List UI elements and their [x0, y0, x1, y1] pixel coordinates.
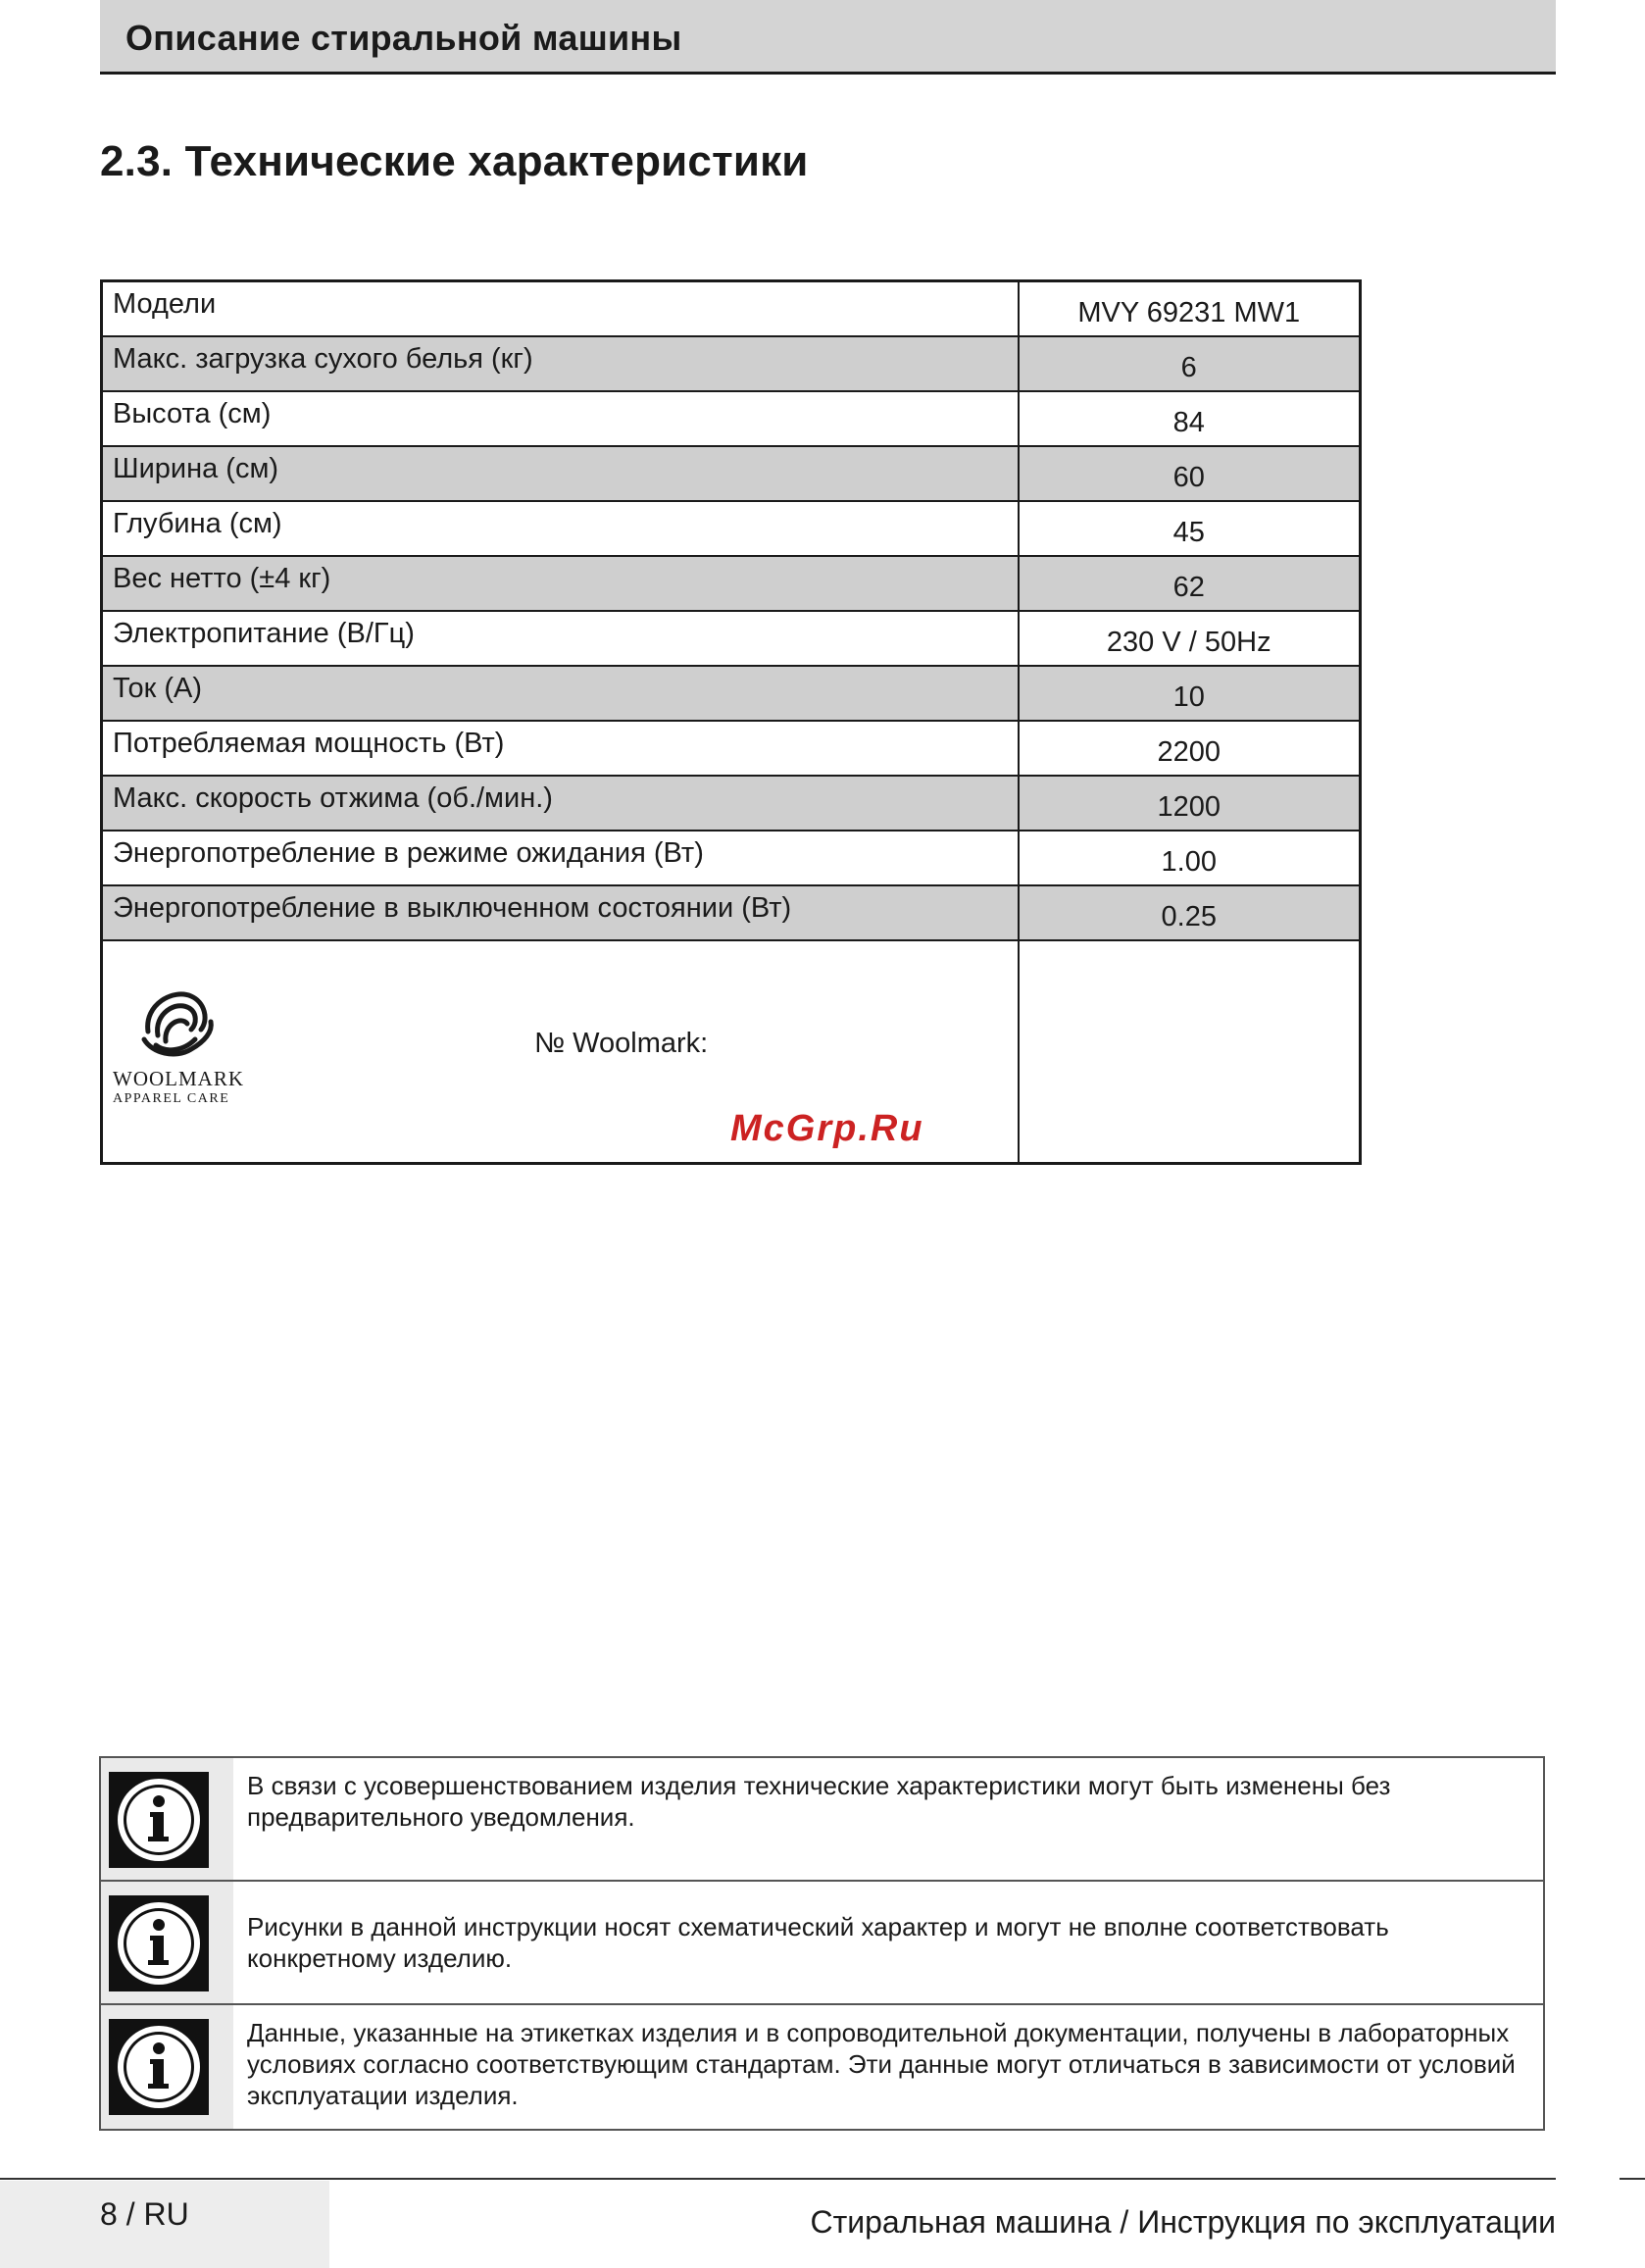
woolmark-name: WOOLMARK — [113, 1066, 244, 1090]
spec-row — [102, 391, 1361, 446]
info-icon — [109, 1895, 209, 1991]
spec-value: 6 — [1019, 336, 1361, 391]
header-title: Описание стиральной машины — [125, 18, 682, 58]
spec-row — [102, 885, 1361, 940]
note-text: Данные, указанные на этикетках изделия и в сопроводительной документации, получены в лабораторных условиях согласно соответствующим стандартам. Эти данные могут отличаться в зависимости от условий эксплуатации изделия. — [247, 2018, 1516, 2110]
section-title: 2.3. Технические характеристики — [100, 137, 809, 185]
page-header — [100, 0, 1556, 75]
spec-row — [102, 831, 1361, 885]
woolmark-sub: APPAREL CARE — [113, 1090, 230, 1106]
spec-label: Макс. загрузка сухого белья (кг) — [102, 336, 1019, 391]
spec-label: Модели — [102, 281, 1019, 336]
note-icon-cell — [101, 1882, 233, 2003]
spec-value: 1.00 — [1019, 831, 1361, 885]
footer-rule — [0, 2178, 1556, 2180]
spec-label: Энергопотребление в режиме ожидания (Вт) — [102, 831, 1019, 885]
info-icon — [109, 1772, 209, 1868]
woolmark-number-value — [1019, 940, 1361, 1164]
spec-label: Электропитание (В/Гц) — [102, 611, 1019, 666]
info-icon — [109, 2019, 209, 2115]
spec-row — [102, 611, 1361, 666]
spec-row — [102, 721, 1361, 776]
spec-value: 84 — [1019, 391, 1361, 446]
spec-row — [102, 776, 1361, 831]
spec-row — [102, 666, 1361, 721]
footer-rule-right — [1620, 2178, 1645, 2180]
spec-label: Потребляемая мощность (Вт) — [102, 721, 1019, 776]
spec-value: 230 V / 50Hz — [1019, 611, 1361, 666]
spec-value: MVY 69231 MW1 — [1019, 281, 1361, 336]
spec-table — [100, 279, 1362, 1165]
note-text: В связи с усовершенствованием изделия технические характеристики могут быть изменены без предварительного уведомления. — [247, 1771, 1391, 1832]
spec-value: 60 — [1019, 446, 1361, 501]
note-item — [101, 2005, 1543, 2129]
note-text: Рисунки в данной инструкции носят схематический характер и могут не вполне соответствовать конкретному изделию. — [247, 1912, 1389, 1973]
spec-value: 2200 — [1019, 721, 1361, 776]
note-item — [101, 1882, 1543, 2005]
note-icon-cell — [101, 1758, 233, 1880]
spec-label: Высота (см) — [102, 391, 1019, 446]
spec-value: 10 — [1019, 666, 1361, 721]
spec-value: 45 — [1019, 501, 1361, 556]
page-number: 8 / RU — [100, 2196, 189, 2232]
notes-box — [99, 1756, 1545, 2131]
woolmark-number-label: № Woolmark: — [534, 1027, 709, 1059]
watermark-text: McGrp.Ru — [730, 1108, 924, 1149]
spec-row — [102, 281, 1361, 336]
note-icon-cell — [101, 2005, 233, 2129]
spec-value: 62 — [1019, 556, 1361, 611]
spec-label: Глубина (см) — [102, 501, 1019, 556]
spec-row — [102, 501, 1361, 556]
spec-row — [102, 446, 1361, 501]
note-item — [101, 1758, 1543, 1882]
spec-label: Энергопотребление в выключенном состоянии (Вт) — [102, 885, 1019, 940]
spec-label: Макс. скорость отжима (об./мин.) — [102, 776, 1019, 831]
woolmark-logo — [113, 983, 250, 1107]
woolmark-icon — [136, 983, 219, 1061]
spec-value: 0.25 — [1019, 885, 1361, 940]
spec-label: Ток (А) — [102, 666, 1019, 721]
spec-row — [102, 556, 1361, 611]
spec-row — [102, 336, 1361, 391]
spec-label: Вес нетто (±4 кг) — [102, 556, 1019, 611]
spec-label: Ширина (см) — [102, 446, 1019, 501]
spec-value: 1200 — [1019, 776, 1361, 831]
footer-doc-title: Стиральная машина / Инструкция по эксплуатации — [810, 2204, 1556, 2240]
